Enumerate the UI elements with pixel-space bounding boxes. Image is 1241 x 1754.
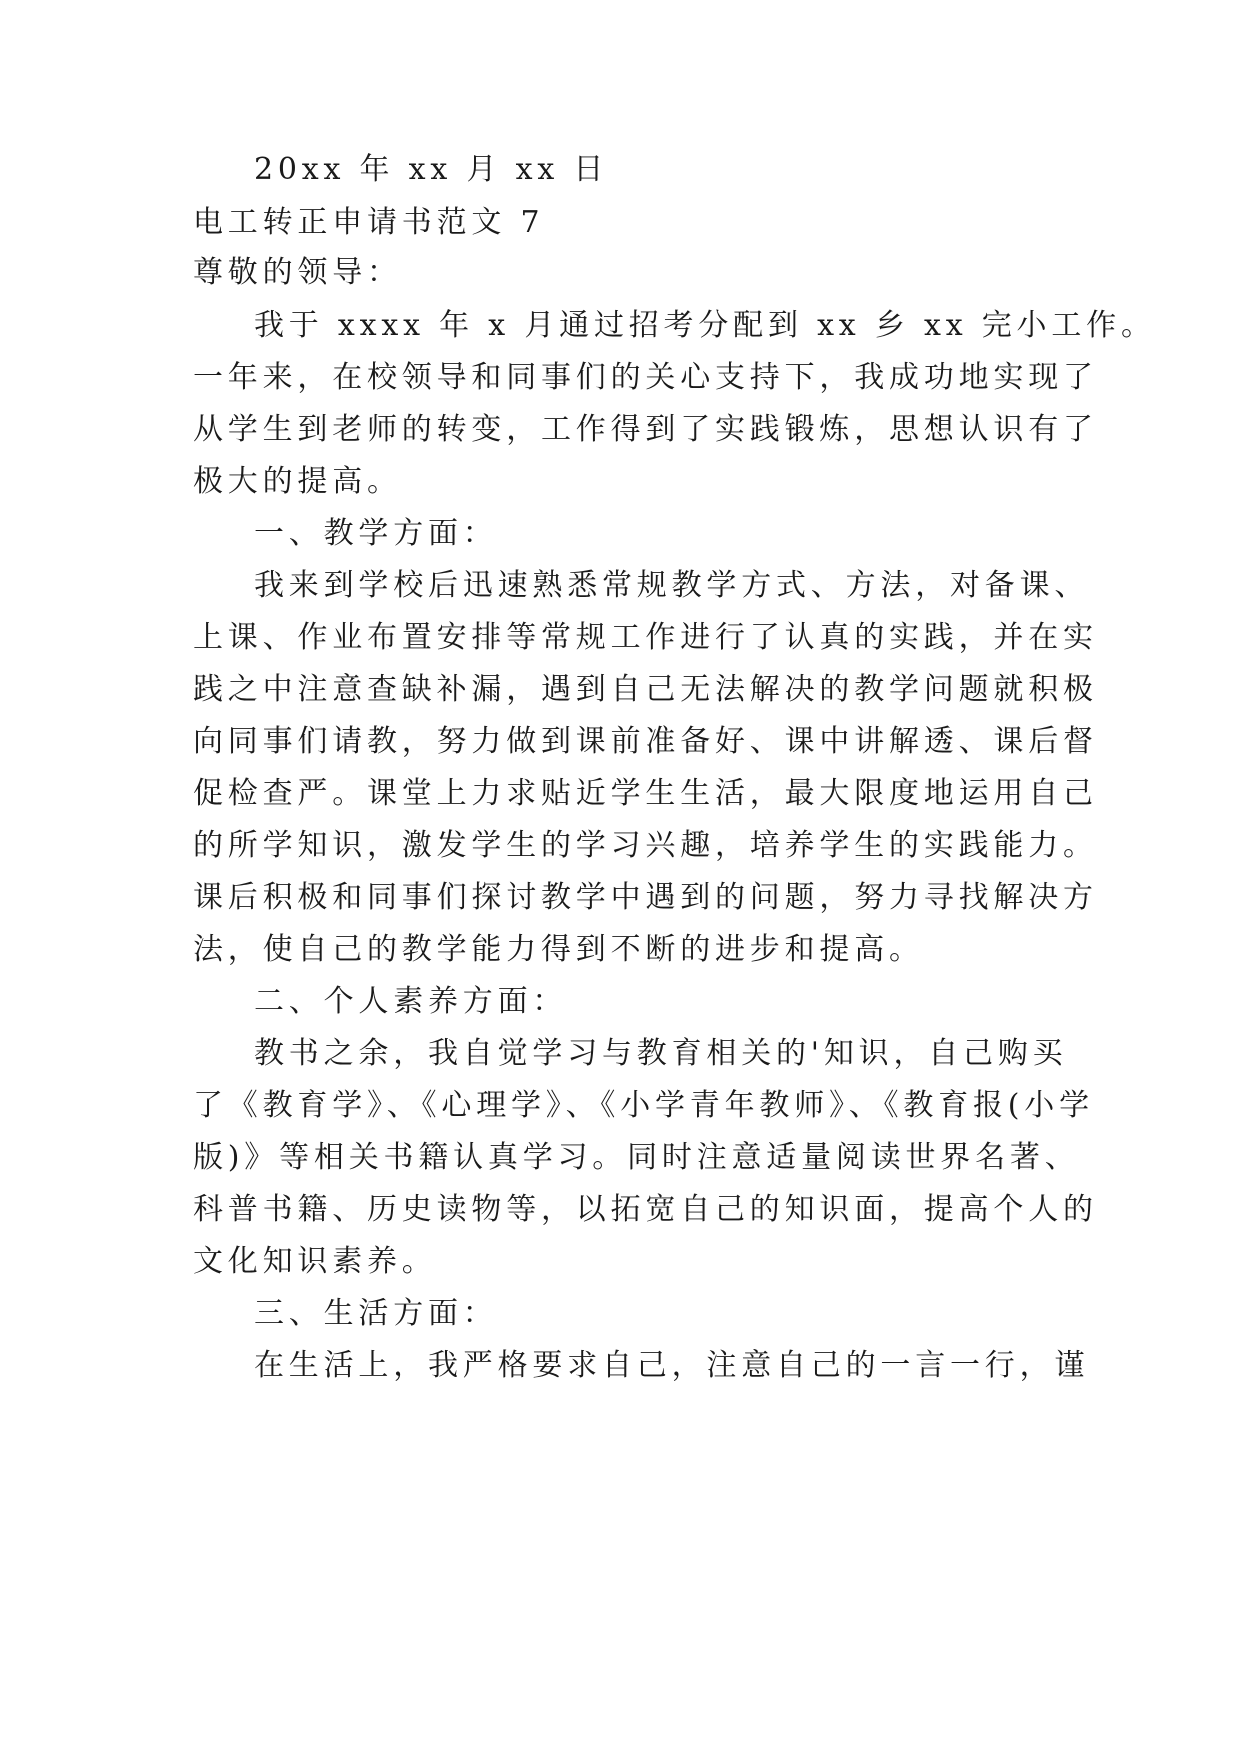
paragraph-line: 从学生到老师的转变，工作得到了实践锻炼，思想认识有了 — [193, 412, 1098, 447]
paragraph-line: 上课、作业布置安排等常规工作进行了认真的实践，并在实 — [193, 620, 1098, 655]
paragraph-line: 极大的提高。 — [193, 464, 402, 499]
paragraph-line: 课后积极和同事们探讨教学中遇到的问题，努力寻找解决方 — [193, 880, 1098, 915]
paragraph-line: 文化知识素养。 — [193, 1244, 437, 1279]
paragraph-line: 促检查严。课堂上力求贴近学生生活，最大限度地运用自己 — [193, 776, 1098, 811]
paragraph-line: 一年来，在校领导和同事们的关心支持下，我成功地实现了 — [193, 360, 1098, 395]
paragraph-line: 我于 xxxx 年 x 月通过招考分配到 xx 乡 xx 完小工作。 — [254, 308, 1156, 343]
section-heading: 三、生活方面： — [254, 1296, 498, 1331]
paragraph-line: 科普书籍、历史读物等，以拓宽自己的知识面，提高个人的 — [193, 1192, 1098, 1227]
paragraph-line: 教书之余，我自觉学习与教育相关的'知识，自己购买 — [254, 1036, 1068, 1071]
paragraph-line: 的所学知识，激发学生的学习兴趣，培养学生的实践能力。 — [193, 828, 1098, 863]
paragraph-line: 向同事们请教，努力做到课前准备好、课中讲解透、课后督 — [193, 724, 1098, 759]
section-heading: 一、教学方面： — [254, 516, 498, 551]
paragraph-line: 法，使自己的教学能力得到不断的进步和提高。 — [193, 932, 924, 967]
paragraph-line: 了《教育学》、《心理学》、《小学青年教师》、《教育报(小学 — [193, 1088, 1094, 1123]
section-heading: 二、个人素养方面： — [254, 984, 568, 1019]
paragraph-line: 版)》等相关书籍认真学习。同时注意适量阅读世界名著、 — [193, 1140, 1080, 1175]
salutation: 尊敬的领导： — [193, 255, 402, 290]
paragraph-line: 在生活上，我严格要求自己，注意自己的一言一行，谨 — [254, 1348, 1090, 1383]
paragraph-line: 我来到学校后迅速熟悉常规教学方式、方法，对备课、 — [254, 568, 1090, 603]
date-line: 20xx 年 xx 月 xx 日 — [254, 152, 609, 187]
paragraph-line: 践之中注意查缺补漏，遇到自己无法解决的教学问题就积极 — [193, 672, 1098, 707]
document-title: 电工转正申请书范文 7 — [193, 205, 545, 240]
